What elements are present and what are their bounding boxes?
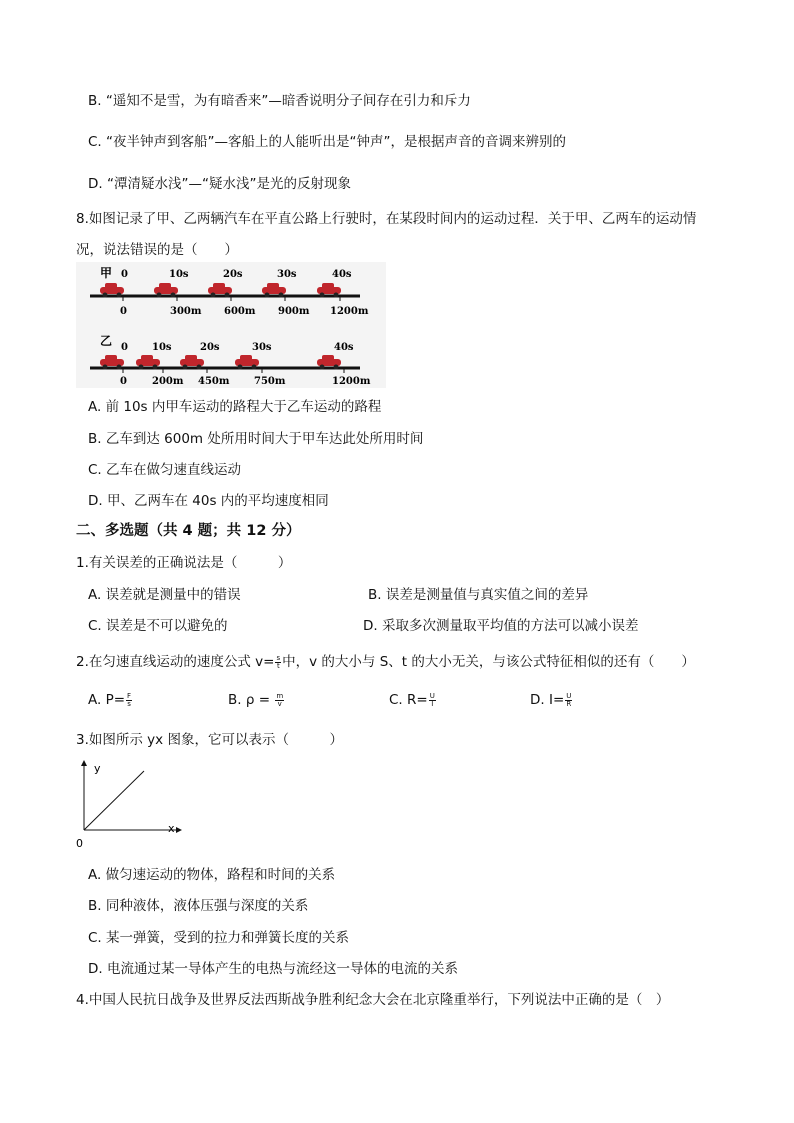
yx-graph-svg	[72, 758, 184, 850]
jia-dist-600: 600m	[224, 306, 256, 317]
mq4-stem: 4.中国人民抗日战争及世界反法西斯战争胜利纪念大会在北京隆重举行，下列说法中正确的是（ ）	[76, 992, 670, 1008]
q8-option-a: A. 前 10s 内甲车运动的路程大于乙车运动的路程	[88, 399, 382, 415]
mq3-option-a: A. 做匀速运动的物体，路程和时间的关系	[88, 867, 336, 883]
q8-stem-line1: 8.如图记录了甲、乙两辆汽车在平直公路上行驶时，在某段时间内的运动过程．关于甲、乙两车的运动情	[76, 211, 697, 227]
jia-time-20: 20s	[223, 269, 243, 280]
jia-dist-0: 0	[120, 306, 127, 317]
velocity-fraction-den: t	[276, 661, 280, 670]
velocity-fraction	[275, 655, 281, 670]
mq2-stem-post: 中，v 的大小与 S、t 的大小无关，与该公式特征相似的还有（ ）	[282, 654, 695, 670]
mq3-stem: 3.如图所示 yx 图象，它可以表示（ ）	[76, 732, 343, 748]
yi-time-30: 30s	[252, 342, 272, 353]
q8-option-b: B. 乙车到达 600m 处所用时间大于甲车达此处所用时间	[88, 431, 424, 447]
jia-time-30: 30s	[277, 269, 297, 280]
yi-time-20: 20s	[200, 342, 220, 353]
mq2-option-c	[389, 692, 437, 708]
jia-time-40: 40s	[332, 269, 352, 280]
mq2-option-b	[228, 692, 285, 708]
mq3-option-b: B. 同种液体，液体压强与深度的关系	[88, 898, 309, 914]
yi-dist-750: 750m	[254, 376, 286, 387]
mq2-option-a-fraction: $\frac{F}{s}$	[127, 691, 132, 708]
yx-graph	[72, 758, 184, 850]
yi-label: 乙	[100, 334, 113, 348]
q7-option-b: B. “遥知不是雪，为有暗香来”—暗香说明分子间存在引力和斥力	[88, 93, 471, 109]
car-motion-figure	[76, 262, 386, 388]
q7-option-c: C. “夜半钟声到客船”—客船上的人能听出是“钟声”，是根据声音的音调来辨别的	[88, 134, 566, 150]
mq2-option-c-text: C. R=	[389, 692, 428, 708]
jia-label: 甲	[100, 266, 113, 280]
jia-time-0: 0	[121, 269, 128, 280]
car-motion-svg	[76, 262, 386, 388]
mq2-option-d-fraction: $\frac{U}{R}$	[566, 691, 572, 708]
yi-dist-0: 0	[120, 376, 127, 387]
q8-option-c: C. 乙车在做匀速直线运动	[88, 462, 242, 478]
y-axis-label: y	[94, 762, 101, 775]
jia-dist-1200: 1200m	[330, 306, 369, 317]
yi-dist-450: 450m	[198, 376, 230, 387]
x-axis-label: x	[168, 822, 175, 835]
mq2-stem	[76, 650, 695, 670]
yi-time-0: 0	[121, 342, 128, 353]
velocity-fraction-num: s	[276, 653, 281, 662]
yi-time-10: 10s	[152, 342, 172, 353]
mq2-option-d-text: D. I=	[530, 692, 565, 708]
q7-option-d: D. “潭清疑水浅”—“疑水浅”是光的反射现象	[88, 176, 351, 192]
mq1-option-a: A. 误差就是测量中的错误	[88, 587, 241, 603]
origin-label: 0	[76, 837, 83, 850]
mq2-option-d	[530, 692, 573, 708]
jia-dist-900: 900m	[278, 306, 310, 317]
jia-dist-300: 300m	[170, 306, 202, 317]
mq2-option-b-text: B. ρ =	[228, 692, 271, 708]
yi-time-40: 40s	[334, 342, 354, 353]
proportional-line	[84, 771, 144, 830]
jia-time-10: 10s	[169, 269, 189, 280]
mq3-option-c: C. 某一弹簧，受到的拉力和弹簧长度的关系	[88, 930, 350, 946]
yi-dist-1200: 1200m	[332, 376, 371, 387]
mq1-option-c: C. 误差是不可以避免的	[88, 618, 228, 634]
mq2-option-a-text: A. P=	[88, 692, 126, 708]
q8-option-d: D. 甲、乙两车在 40s 内的平均速度相同	[88, 493, 329, 509]
mq2-option-c-fraction: $\frac{U}{I}$	[429, 691, 435, 708]
mq2-option-a	[88, 692, 133, 708]
mq2-stem-pre: 2.在匀速直线运动的速度公式 v=	[76, 654, 275, 670]
mq2-option-b-fraction: $\frac{m}{v}$	[276, 691, 284, 708]
yi-dist-200: 200m	[152, 376, 184, 387]
mq1-option-d: D. 采取多次测量取平均值的方法可以减小误差	[363, 618, 639, 634]
mq1-stem: 1.有关误差的正确说法是（ ）	[76, 555, 292, 571]
q8-stem-line2: 况，说法错误的是（ ）	[76, 242, 238, 258]
mq1-option-b: B. 误差是测量值与真实值之间的差异	[368, 587, 589, 603]
mq3-option-d: D. 电流通过某一导体产生的电热与流经这一导体的电流的关系	[88, 961, 458, 977]
section-title-multiple-choice: 二、多选题（共 4 题；共 12 分）	[76, 523, 301, 539]
